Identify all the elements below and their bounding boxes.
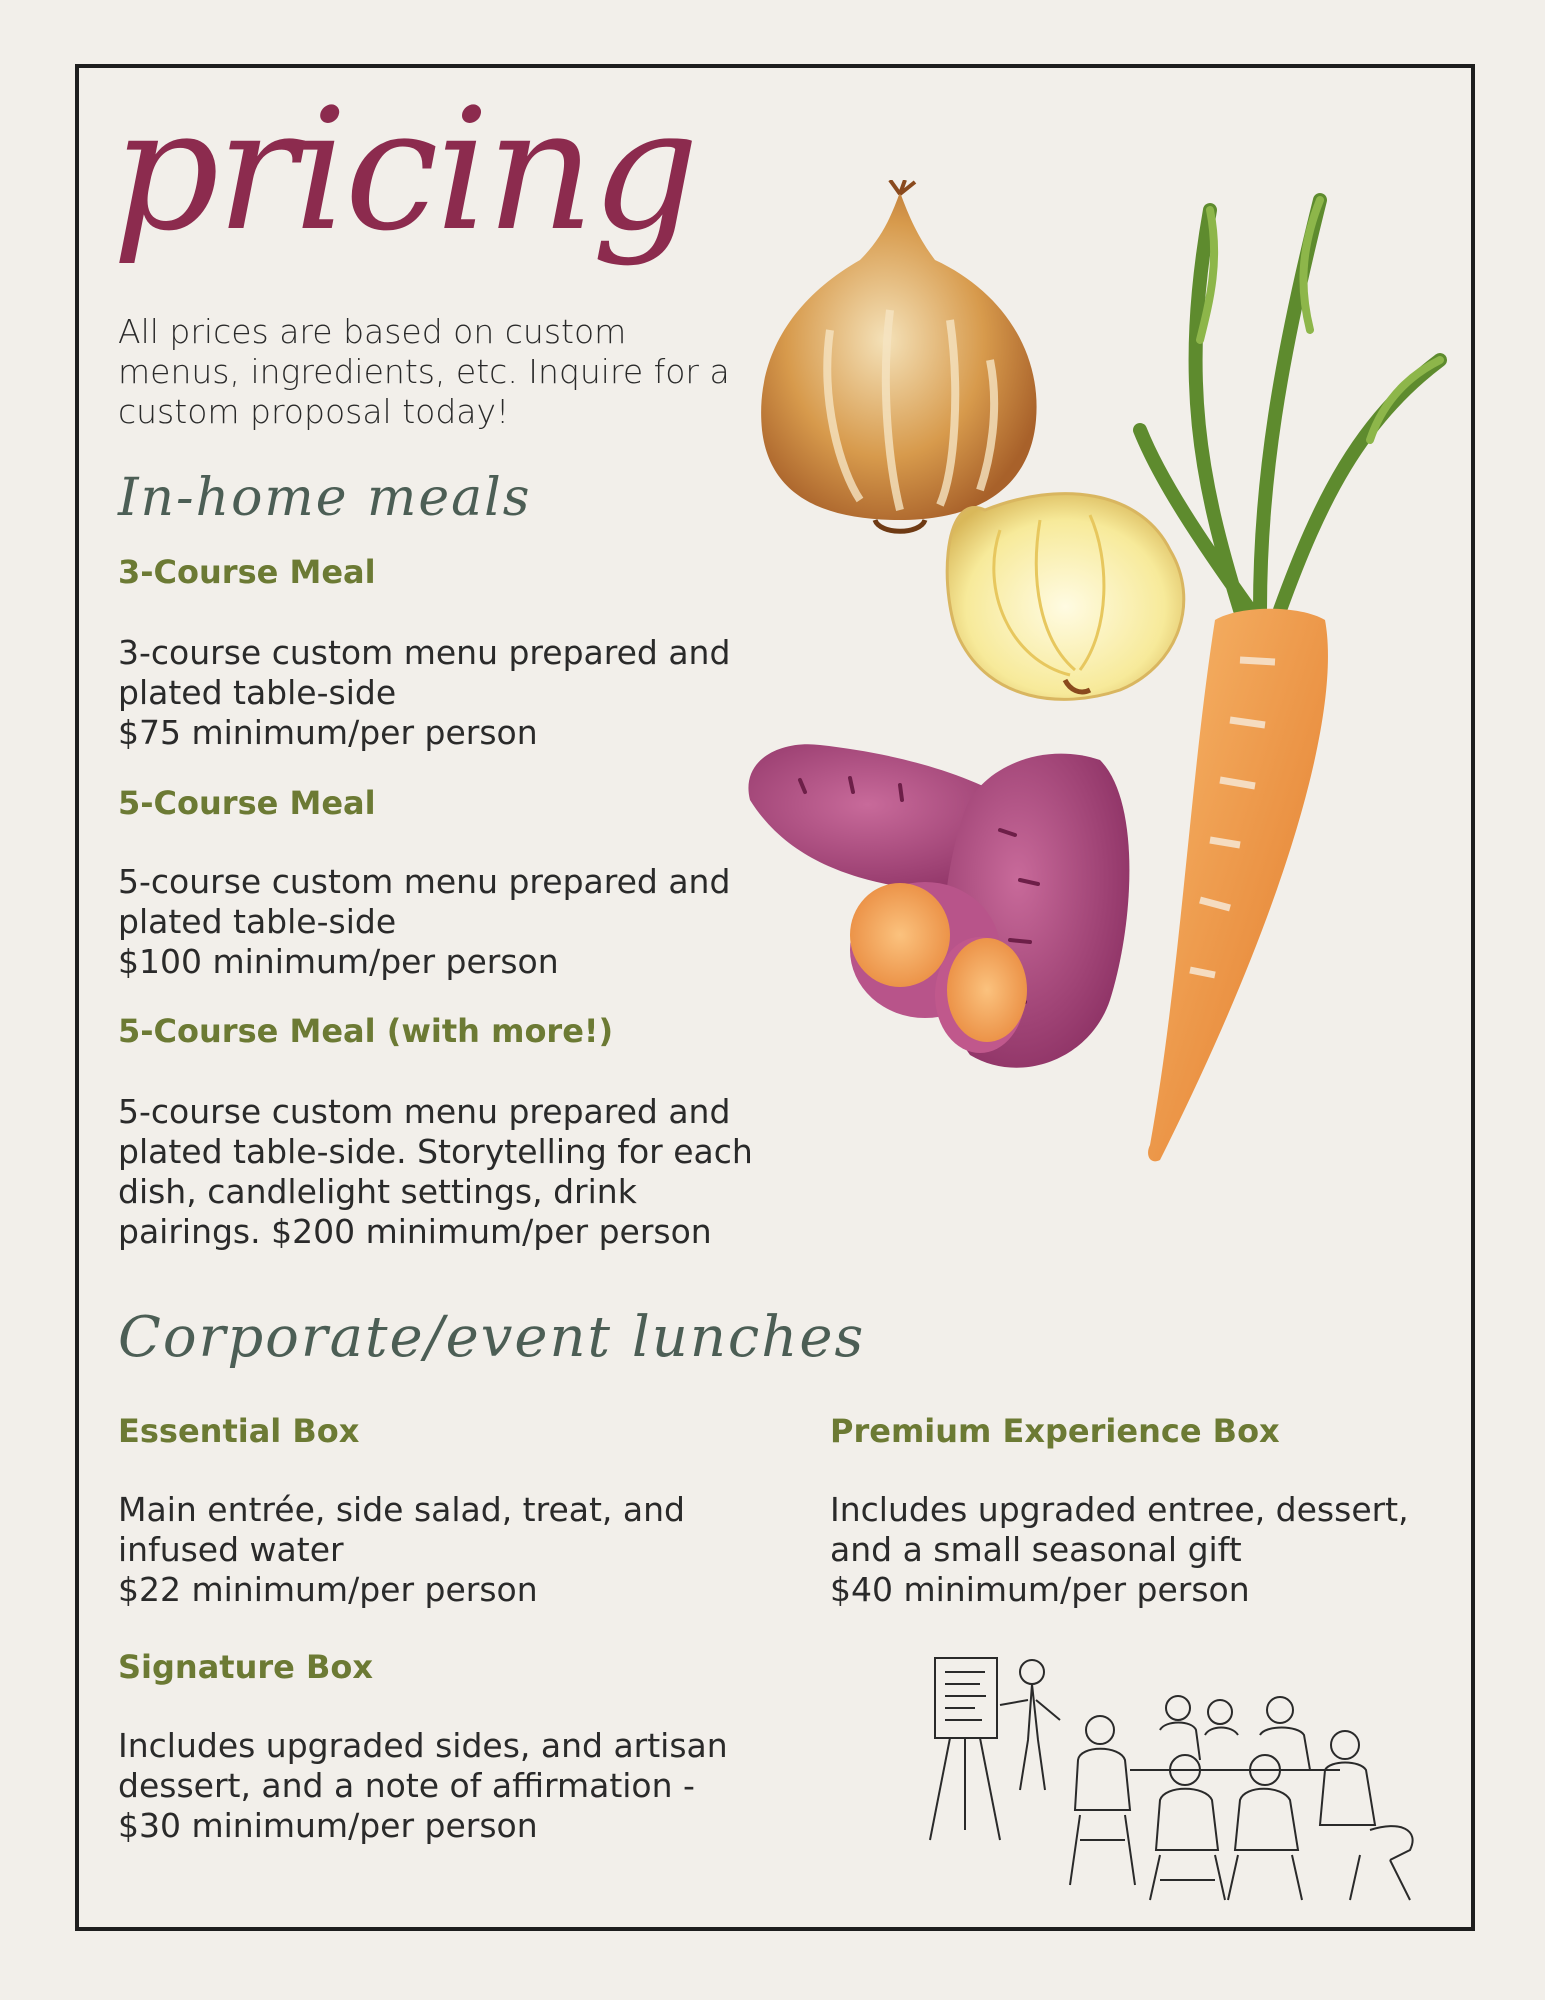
- item-description: Includes upgraded sides, and artisan dessert, and a note of affirmation -: [118, 1726, 728, 1805]
- item-price: $30 minimum/per person: [118, 1806, 538, 1845]
- sweet-potato-icon: [748, 744, 1129, 1067]
- carrot-icon: [1140, 200, 1440, 1161]
- corporate-heading: Corporate/event lunches: [118, 1305, 866, 1370]
- item-description: 3-course custom menu prepared and plated table-side: [118, 633, 731, 712]
- item-name-premium-box: Premium Experience Box: [830, 1412, 1280, 1450]
- meeting-sketch-icon: [920, 1650, 1440, 1910]
- item-name-signature-box: Signature Box: [118, 1648, 374, 1686]
- item-desc-premium-box: [830, 1490, 1420, 1610]
- item-description: 5-course custom menu prepared and plated table-side. Storytelling for each dish, candlelight settings, drink pairings. $200 minimum/per person: [118, 1092, 753, 1251]
- item-price: $75 minimum/per person: [118, 713, 538, 752]
- vegetable-illustration: [740, 180, 1480, 1170]
- intro-text: All prices are based on custom menus, ingredients, etc. Inquire for a custom proposal today!: [118, 312, 730, 431]
- item-name-essential-box: Essential Box: [118, 1412, 360, 1450]
- item-description: Main entrée, side salad, treat, and infused water: [118, 1490, 685, 1569]
- item-price: $40 minimum/per person: [830, 1570, 1250, 1609]
- onion-half-icon: [947, 494, 1184, 700]
- page-title: pricing: [112, 72, 697, 268]
- item-description: 5-course custom menu prepared and plated table-side: [118, 862, 731, 941]
- item-desc-5-course: [118, 862, 738, 982]
- item-name-5-course-plus: 5-Course Meal (with more!): [118, 1012, 614, 1050]
- item-desc-essential-box: [118, 1490, 728, 1610]
- item-name-5-course: 5-Course Meal: [118, 784, 376, 822]
- item-desc-signature-box: [118, 1726, 728, 1846]
- item-desc-3-course: [118, 633, 738, 753]
- item-price: $100 minimum/per person: [118, 942, 559, 981]
- item-description: Includes upgraded entree, dessert, and a small seasonal gift: [830, 1490, 1409, 1569]
- item-name-3-course: 3-Course Meal: [118, 553, 376, 591]
- onion-icon: [761, 180, 1036, 531]
- in-home-heading: In-home meals: [118, 468, 532, 528]
- item-desc-5-course-plus: [118, 1092, 758, 1252]
- item-price: $22 minimum/per person: [118, 1570, 538, 1609]
